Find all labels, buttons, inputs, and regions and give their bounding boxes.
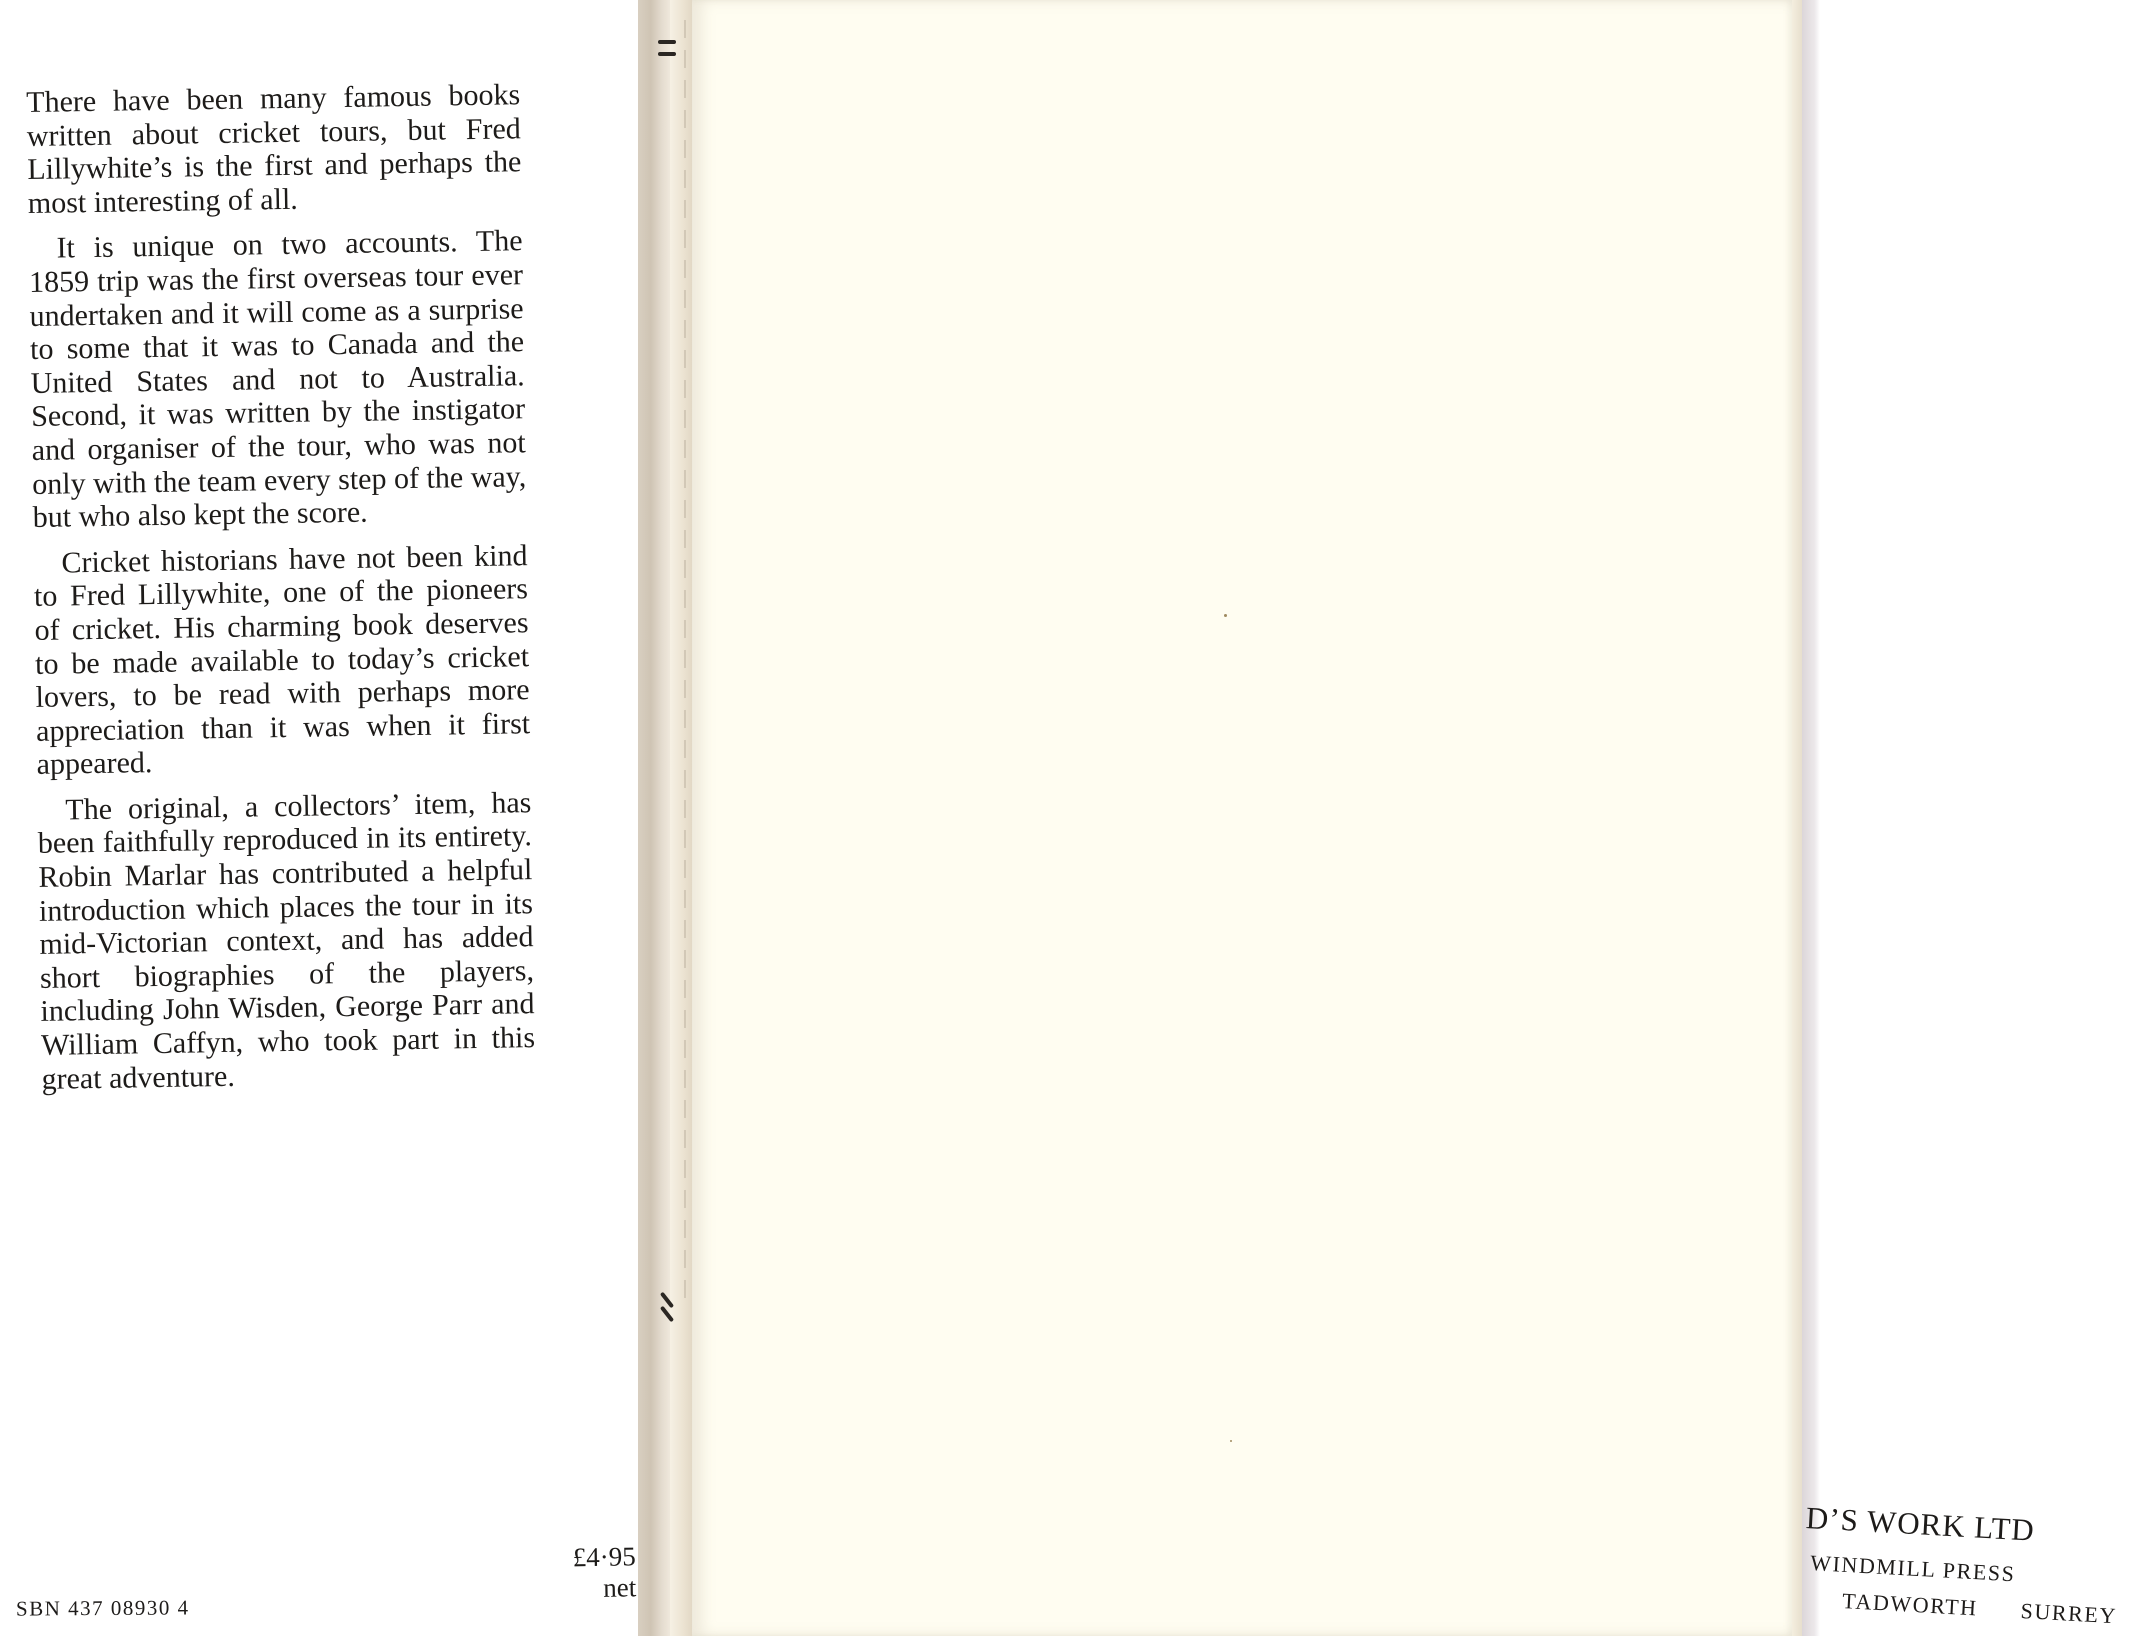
back-flap <box>1802 0 2148 1636</box>
board-edge <box>670 0 692 1636</box>
back-flap-shadow <box>1802 0 1820 1636</box>
blurb-paragraph: There have been many famous books written about cricket tours, but Fred Lillywhite’s is the first and perhaps the most interesting of all. <box>26 78 522 220</box>
spine-mark <box>658 40 676 44</box>
paper-speck <box>1224 614 1227 617</box>
price-value: £4·95 <box>572 1541 636 1573</box>
blurb-paragraph: The original, a collectors’ item, has been faithfully reproduced in its entirety. Robin Marlar has contributed a helpful introduction which places the tour in its mid-Victorian context, and has added short biographies of the players, including John Wisden, George Parr and William Caffyn, who took part in this great adventure. <box>37 786 536 1096</box>
publisher-name: D’S WORK LTD <box>1805 1500 2036 1548</box>
front-flap <box>0 0 638 1636</box>
price-label <box>551 1541 636 1604</box>
endpaper <box>692 0 1792 1636</box>
sbn-number: SBN 437 08930 4 <box>15 1595 190 1621</box>
spine-mark <box>658 52 676 56</box>
blurb-text <box>26 78 536 1108</box>
blurb-paragraph: Cricket historians have not been kind to Fred Lillywhite, one of the pioneers of cricket. His charming book deserves to be made available to today’s cricket lovers, to be read with perhaps more appreciation than it was when it first appeared. <box>33 538 531 782</box>
publisher-address-line: TADWORTH SURREY <box>1841 1588 2118 1629</box>
board-edge-texture <box>684 20 686 1300</box>
endpaper-edge <box>1792 0 1802 1636</box>
blurb-paragraph: It is unique on two accounts. The 1859 trip was the first overseas tour ever undertaken and it will come as a surprise to some that it was to Canada and the United States and not to Australia. Second, it was written by the instigator and organiser of the tour, who was not only with the team every step of the way, but who also kept the score. <box>28 224 527 535</box>
jacket-fold <box>638 0 670 1636</box>
paper-speck <box>1230 1440 1232 1442</box>
price-suffix: net <box>602 1572 637 1603</box>
publisher-address-line: WINDMILL PRESS <box>1809 1550 2017 1587</box>
